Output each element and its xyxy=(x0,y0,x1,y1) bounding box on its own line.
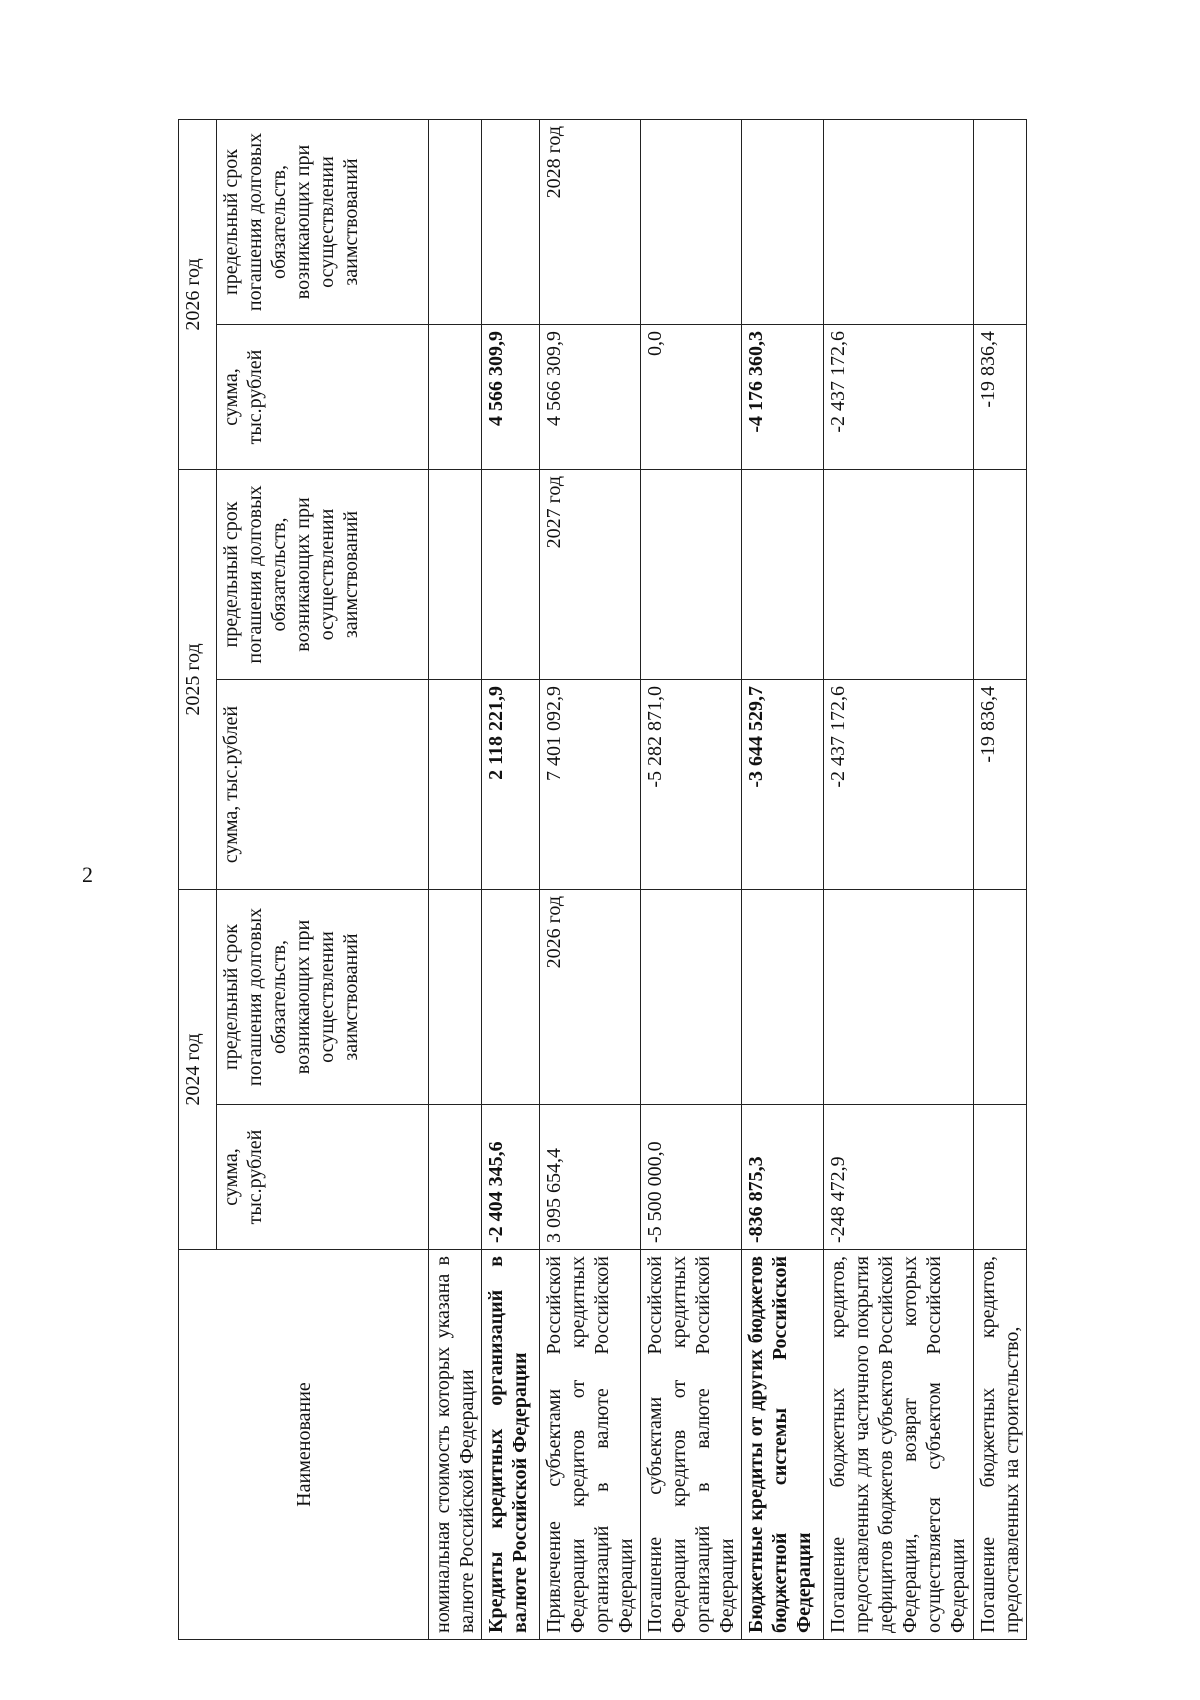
cell-amount-2025 xyxy=(429,680,482,890)
table-body xyxy=(429,120,1027,1640)
cell-term-2025 xyxy=(641,470,742,680)
budget-table-rotated xyxy=(178,120,1023,1640)
cell-term-2026 xyxy=(641,120,742,325)
header-term-2025: предельный срок погашения долговых обязательств, возникающих при осуществлении заимствований xyxy=(217,470,429,680)
cell-amount-2024: -5 500 000,0 xyxy=(641,1105,742,1250)
cell-term-2025 xyxy=(482,470,540,680)
cell-amount-2026: -2 437 172,6 xyxy=(824,325,974,470)
cell-term-2025: 2027 год xyxy=(540,470,641,680)
cell-term-2024 xyxy=(482,890,540,1105)
table-row xyxy=(540,120,641,1640)
cell-amount-2026: -4 176 360,3 xyxy=(742,325,824,470)
cell-term-2024 xyxy=(974,890,1027,1105)
cell-amount-2025: -5 282 871,0 xyxy=(641,680,742,890)
cell-term-2024: 2026 год xyxy=(540,890,641,1105)
cell-term-2025 xyxy=(742,470,824,680)
cell-term-2025 xyxy=(429,470,482,680)
table-row xyxy=(641,120,742,1640)
cell-amount-2026: 4 566 309,9 xyxy=(540,325,641,470)
cell-term-2024 xyxy=(742,890,824,1105)
page-number: 2 xyxy=(82,862,93,887)
cell-amount-2024 xyxy=(429,1105,482,1250)
borrowing-table xyxy=(178,119,1027,1640)
cell-term-2026 xyxy=(974,120,1027,325)
cell-term-2026 xyxy=(824,120,974,325)
cell-term-2026 xyxy=(482,120,540,325)
header-amount-2024: сумма, тыс.рублей xyxy=(217,1105,429,1250)
table-row xyxy=(974,120,1027,1640)
cell-amount-2025: -2 437 172,6 xyxy=(824,680,974,890)
header-term-2024: предельный срок погашения долговых обязательств, возникающих при осуществлении заимствований xyxy=(217,890,429,1105)
cell-term-2026 xyxy=(429,120,482,325)
cell-term-2024 xyxy=(641,890,742,1105)
cell-amount-2024: -248 472,9 xyxy=(824,1105,974,1250)
row-name: Погашение субъектами Российской Федерации кредитов от кредитных организаций в валюте Российской Федерации xyxy=(641,1250,742,1640)
cell-term-2024 xyxy=(429,890,482,1105)
header-year-2025: 2025 год xyxy=(179,470,217,890)
header-amount-2026: сумма, тыс.рублей xyxy=(217,325,429,470)
cell-amount-2026: 0,0 xyxy=(641,325,742,470)
cell-amount-2026: 4 566 309,9 xyxy=(482,325,540,470)
header-name: Наименование xyxy=(179,1250,429,1640)
cell-amount-2026 xyxy=(429,325,482,470)
table-row xyxy=(824,120,974,1640)
cell-amount-2025: -3 644 529,7 xyxy=(742,680,824,890)
row-name: Привлечение субъектами Российской Федерации кредитов от кредитных организаций в валюте Российской Федерации xyxy=(540,1250,641,1640)
row-name: Кредиты кредитных организаций в валюте Российской Федерации xyxy=(482,1250,540,1640)
header-year-2026: 2026 год xyxy=(179,120,217,470)
row-name: Бюджетные кредиты от других бюджетов бюджетной системы Российской Федерации xyxy=(742,1250,824,1640)
header-amount-2025: сумма, тыс.рублей xyxy=(217,680,429,890)
cell-amount-2024 xyxy=(974,1105,1027,1250)
table-row xyxy=(482,120,540,1640)
header-year-2024: 2024 год xyxy=(179,890,217,1250)
cell-term-2025 xyxy=(974,470,1027,680)
table-row xyxy=(429,120,482,1640)
cell-amount-2025: 7 401 092,9 xyxy=(540,680,641,890)
row-name: Погашение бюджетных кредитов, предоставленных для частичного покрытия дефицитов бюджетов субъектов Российской Федерации, возврат которых осуществляется субъектом Российской Федерации xyxy=(824,1250,974,1640)
row-name: номинальная стоимость которых указана в валюте Российской Федерации xyxy=(429,1250,482,1640)
cell-amount-2025: 2 118 221,9 xyxy=(482,680,540,890)
cell-term-2025 xyxy=(824,470,974,680)
cell-amount-2024: 3 095 654,4 xyxy=(540,1105,641,1250)
cell-amount-2024: -2 404 345,6 xyxy=(482,1105,540,1250)
header-term-2026: предельный срок погашения долговых обязательств, возникающих при осуществлении заимствований xyxy=(217,120,429,325)
row-name: Погашение бюджетных кредитов, предоставленных на строительство, xyxy=(974,1250,1027,1640)
cell-term-2026: 2028 год xyxy=(540,120,641,325)
cell-amount-2024: -836 875,3 xyxy=(742,1105,824,1250)
cell-term-2024 xyxy=(824,890,974,1105)
cell-amount-2025: -19 836,4 xyxy=(974,680,1027,890)
cell-amount-2026: -19 836,4 xyxy=(974,325,1027,470)
cell-term-2026 xyxy=(742,120,824,325)
table-row xyxy=(742,120,824,1640)
